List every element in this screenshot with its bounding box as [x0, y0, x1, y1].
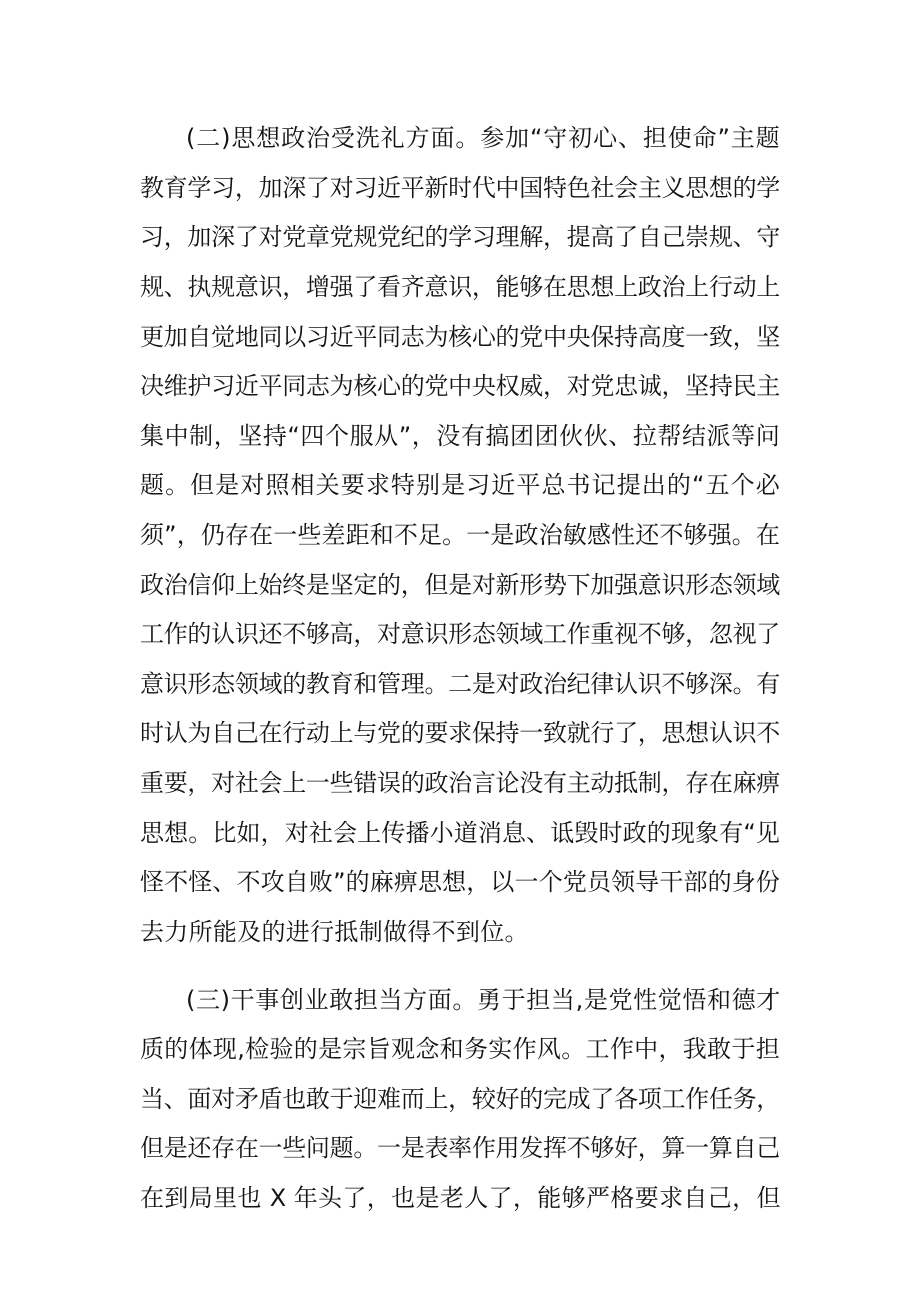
text-line: 但是还存在一些问题。一是表率作用发挥不够好，算一算自己: [140, 1134, 780, 1162]
text-line: 规、执规意识，增强了看齐意识，能够在思想上政治上行动上: [140, 273, 780, 301]
text-line: 思想。比如，对社会上传播小道消息、诋毁时政的现象有“见: [140, 819, 780, 847]
text-line: 教育学习，加深了对习近平新时代中国特色社会主义思想的学: [140, 174, 780, 202]
text-line: 题。但是对照相关要求特别是习近平总书记提出的“五个必: [140, 471, 780, 499]
text-line: 政治信仰上始终是坚定的，但是对新形势下加强意识形态领域: [140, 571, 780, 599]
text-line-last: 去力所能及的进行抵制做得不到位。: [140, 918, 529, 946]
text-line: 怪不怪、不攻自败”的麻痹思想，以一个党员领导干部的身份: [140, 868, 780, 896]
text-line: 当、面对矛盾也敢于迎难而上，较好的完成了各项工作任务，: [140, 1085, 780, 1113]
text-line: 须”，仍存在一些差距和不足。一是政治敏感性还不够强。在: [140, 521, 780, 549]
text-line: 集中制，坚持“四个服从”，没有搞团团伙伙、拉帮结派等问: [140, 422, 780, 450]
text-line: 质的体现,检验的是宗旨观念和务实作风。工作中，我敢于担: [140, 1035, 780, 1063]
text-line: (二)思想政治受洗礼方面。参加“守初心、担使命”主题: [186, 124, 780, 152]
text-line: 重要，对社会上一些错误的政治言论没有主动抵制，存在麻痹: [140, 769, 780, 797]
text-line: 工作的认识还不够高，对意识形态领域工作重视不够，忽视了: [140, 620, 780, 648]
text-line: 更加自觉地同以习近平同志为核心的党中央保持高度一致，坚: [140, 323, 780, 351]
text-line: 习，加深了对党章党规党纪的学习理解，提高了自己崇规、守: [140, 223, 780, 251]
text-line: (三)干事创业敢担当方面。勇于担当,是党性觉悟和德才: [186, 986, 780, 1014]
text-line: 在到局里也 X 年头了，也是老人了，能够严格要求自己，但: [140, 1184, 780, 1212]
text-line: 意识形态领域的教育和管理。二是对政治纪律认识不够深。有: [140, 670, 780, 698]
text-line: 时认为自己在行动上与党的要求保持一致就行了，思想认识不: [140, 719, 780, 747]
text-line: 决维护习近平同志为核心的党中央权威，对党忠诚，坚持民主: [140, 372, 780, 400]
